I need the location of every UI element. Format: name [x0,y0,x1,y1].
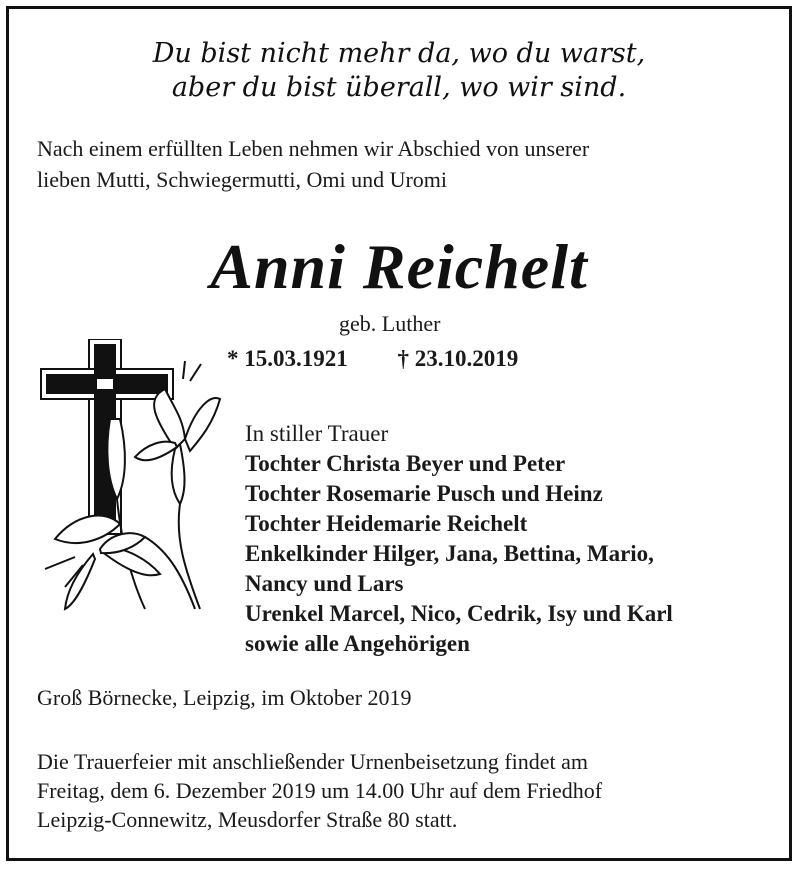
funeral-service-info [37,747,782,834]
birth-date: * 15.03.1921 [227,346,348,371]
mourner-line: Tochter Heidemarie Reichelt [245,511,528,536]
mourning-lead: In stiller Trauer [245,421,389,446]
quote-line-1: Du bist nicht mehr da, wo du warst, [152,38,646,69]
mourners-list [245,419,785,659]
intro-text [37,133,777,195]
obituary-notice [6,6,792,861]
mourner-line: Urenkel Marcel, Nico, Cedrik, Isy und Karl [245,601,673,626]
intro-line-1: Nach einem erfüllten Leben nehmen wir Abschied von unserer [37,136,590,161]
mourner-line: Tochter Christa Beyer und Peter [245,451,566,476]
quote-line-2: aber du bist überall, wo wir sind. [171,72,627,103]
deceased-name: Anni Reichelt [210,231,588,302]
intro-line-2: lieben Mutti, Schwiegermutti, Omi und Uromi [37,167,448,192]
mourner-line: Nancy und Lars [245,571,404,596]
place-and-date: Groß Börnecke, Leipzig, im Oktober 2019 [37,685,412,710]
mourner-line: Enkelkinder Hilger, Jana, Bettina, Mario, [245,541,654,566]
memorial-quote [9,37,789,105]
death-date: † 23.10.2019 [397,346,519,371]
service-line-2: Freitag, dem 6. Dezember 2019 um 14.00 Uhr auf dem Friedhof [37,778,603,803]
mourner-line: sowie alle Angehörigen [245,631,470,656]
cross-with-lilies-icon [35,339,225,619]
birth-name: geb. Luther [339,311,441,336]
life-dates [227,346,518,372]
service-line-3: Leipzig-Connewitz, Meusdorfer Straße 80 statt. [37,807,458,832]
service-line-1: Die Trauerfeier mit anschließender Urnenbeisetzung findet am [37,749,589,774]
mourner-line: Tochter Rosemarie Pusch und Heinz [245,481,603,506]
